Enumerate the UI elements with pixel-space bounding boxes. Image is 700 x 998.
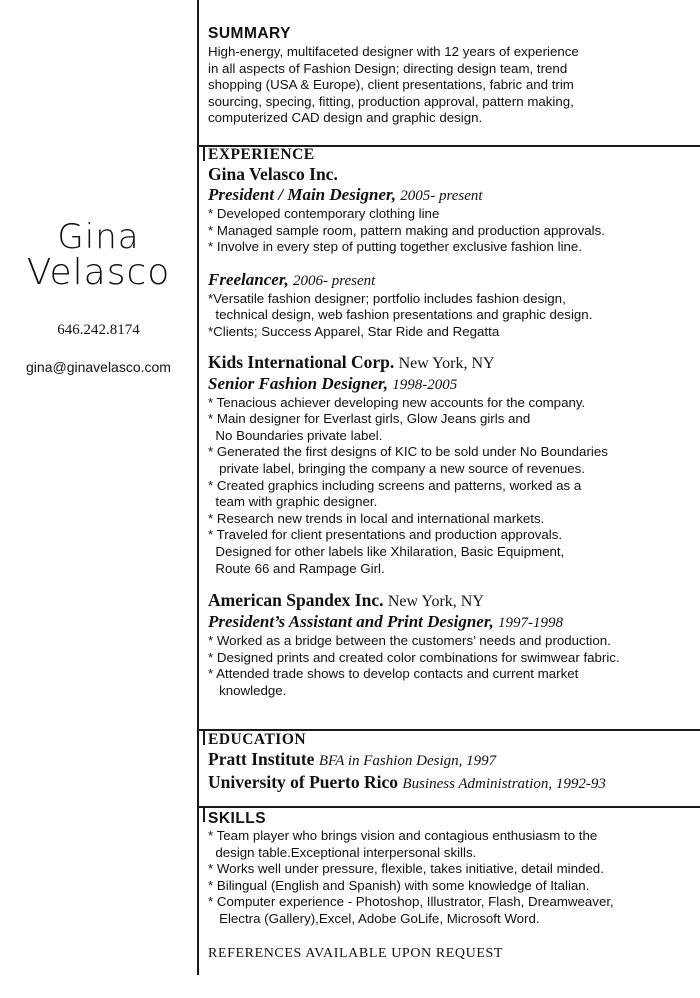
company-location: New York, NY [398,354,495,372]
bullet-item: * Generated the first designs of KIC to be sold under No Boundaries [208,444,608,460]
summary-line: in all aspects of Fashion Design; directing design team, trend [208,60,568,76]
first-name: Gina [57,217,140,257]
bullet-item: *Versatile fashion designer; portfolio includes fashion design, [208,290,566,306]
skill-item: Electra (Gallery),Excel, Adobe GoLife, Microsoft Word. [208,910,540,926]
school-name: University of Puerto Rico [208,772,399,792]
job-dates: 1998-2005 [392,376,458,393]
job-role [208,612,688,633]
bullet-item: *Clients; Success Apparel, Star Ride and Regatta [208,323,500,339]
skills-divider [199,806,700,808]
email-address: gina@ginavelasco.com [26,359,171,375]
job-dates: 2005- present [400,188,483,204]
experience-tick [203,147,205,161]
job-title: Freelancer, [208,269,289,289]
education-entry [208,772,688,795]
bullet-item: * Attended trade shows to develop contacts and current market [208,666,579,682]
summary-line: High-energy, multifaceted designer with 12 years of experience [208,44,579,59]
job-entry [208,352,688,578]
skill-item: design table.Exceptional interpersonal skills. [208,844,477,860]
job-title: President / Main Designer, [208,185,396,204]
job-entry [208,270,688,341]
summary-line: shopping (USA & Europe), client presentations, fabric and trim [208,77,574,93]
skills-section [208,810,688,928]
job-dates: 2006- present [293,272,376,289]
summary-line: computerized CAD design and graphic design. [208,110,483,126]
job-role [208,374,688,395]
bullet-item: * Involve in every step of putting together exclusive fashion line. [208,239,583,255]
bullet-item: private label, bringing the company a new source of revenues. [208,460,585,476]
summary-text [208,44,688,127]
company-location: New York, NY [387,593,484,611]
job-bullets [208,633,688,699]
bullet-item: * Main designer for Everlast girls, Glow Jeans girls and [208,411,531,427]
company-line [208,352,688,374]
bullet-item: technical design, web fashion presentations and graphic design. [208,307,593,323]
job-title: Senior Fashion Designer, [208,373,388,393]
bullet-item: * Designed prints and created color combinations for swimwear fabric. [208,649,620,665]
bullet-item: * Created graphics including screens and patterns, worked as a [208,477,582,493]
education-heading: EDUCATION [208,731,307,748]
summary-section [208,25,688,127]
bullet-item: * Tenacious achiever developing new accounts for the company. [208,394,586,410]
job-dates: 1997-1998 [498,615,563,632]
bullet-item: Route 66 and Rampage Girl. [208,560,385,576]
job-bullets [208,395,688,578]
education-tick [203,731,205,745]
education-section [208,731,688,795]
phone-number: 646.242.8174 [57,322,140,338]
experience-section [208,146,688,699]
bullet-item: knowledge. [208,682,287,698]
bullet-item: No Boundaries private label. [208,427,383,443]
experience-heading: EXPERIENCE [208,146,315,163]
skills-tick [203,808,205,822]
skills-list [208,828,688,928]
bullet-item: * Managed sample room, pattern making and production approvals. [208,222,605,238]
company-name: Gina Velasco Inc. [208,164,338,184]
skills-heading: SKILLS [208,810,267,827]
job-title: President’s Assistant and Print Designer, [208,612,494,632]
company-name: Kids International Corp. [208,351,395,372]
job-entry [208,164,688,256]
bullet-item: * Worked as a bridge between the customers’ needs and production. [208,633,611,649]
job-entry [208,590,688,699]
company-line [208,590,688,612]
summary-line: sourcing, specing, fitting, production approval, pattern making, [208,93,574,109]
skill-item: * Computer experience - Photoshop, Illustrator, Flash, Dreamweaver, [208,894,614,910]
skill-item: * Team player who brings vision and contagious enthusiasm to the [208,828,598,843]
bullet-item: team with graphic designer. [208,494,378,510]
skill-item: * Works well under pressure, flexible, takes initiative, detail minded. [208,861,604,877]
bullet-item: Designed for other labels like Xhilaration, Basic Equipment, [208,543,565,559]
job-role [208,185,688,206]
bullet-item: * Developed contemporary clothing line [208,206,440,221]
school-name: Pratt Institute [208,749,315,769]
education-entry [208,749,688,772]
bullet-item: * Traveled for client presentations and production approvals. [208,527,563,543]
degree-text: BFA in Fashion Design, 1997 [318,753,497,769]
job-bullets [208,291,688,341]
degree-text: Business Administration, 1992-93 [402,776,606,792]
summary-heading: SUMMARY [208,25,292,42]
references-note: REFERENCES AVAILABLE UPON REQUEST [208,946,504,961]
bullet-item: * Research new trends in local and international markets. [208,510,545,526]
job-bullets [208,206,688,256]
company-name: American Spandex Inc. [208,590,384,611]
job-role [208,270,688,291]
skill-item: * Bilingual (English and Spanish) with some knowledge of Italian. [208,877,590,893]
last-name: Velasco [26,252,171,293]
